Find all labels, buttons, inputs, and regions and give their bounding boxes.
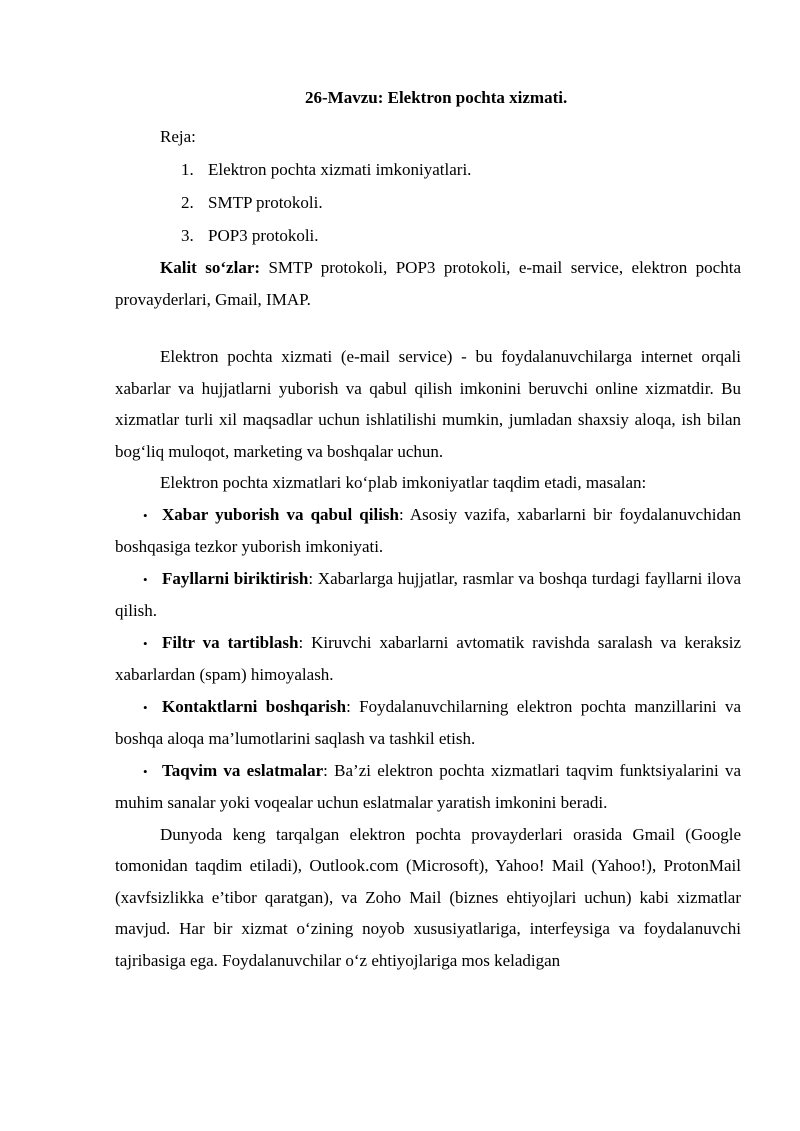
keywords-label: Kalit so‘zlar: xyxy=(160,258,261,277)
keywords-text: SMTP protokoli, POP3 protokoli, e-mail service, elektron pochta provayderlari, Gmail, IMAP. xyxy=(115,258,741,309)
bullet-icon: • xyxy=(143,763,148,779)
feature-item xyxy=(115,563,741,627)
features-intro-paragraph: Elektron pochta xizmatlari ko‘plab imkoniyatlar taqdim etadi, masalan: xyxy=(160,473,647,492)
plan-list xyxy=(115,153,741,252)
plan-item xyxy=(115,219,741,252)
feature-item xyxy=(115,755,741,819)
page-title: 26-Mavzu: Elektron pochta xizmati. xyxy=(305,88,568,107)
plan-item-number: 3. xyxy=(181,226,194,245)
bullet-icon: • xyxy=(143,699,148,715)
intro-paragraph: Elektron pochta xizmati (e-mail service) - bu foydalanuvchilarga internet orqali xabarlar va hujjatlarni yuborish va qabul qilish imkonini beruvchi online xizmatdir. Bu xizmatlar turli xil maqsadlar uchun ishlatilishi mumkin, jumladan shaxsiy aloqa, ish bilan bog‘liq muloqot, marketing va boshqalar uchun. xyxy=(115,347,741,461)
feature-term: Xabar yuborish va qabul qilish xyxy=(162,504,399,524)
feature-description: : Foydalanuvchilarning elektron pochta manzillarini va boshqa aloqa ma’lumotlarini saqlash va tashkil etish. xyxy=(115,696,741,748)
plan-item-text: POP3 protokoli. xyxy=(208,226,319,245)
feature-item xyxy=(115,627,741,691)
page-content xyxy=(115,88,741,976)
plan-item-text: Elektron pochta xizmati imkoniyatlari. xyxy=(208,160,472,179)
feature-term: Fayllarni biriktirish xyxy=(162,568,309,588)
feature-item xyxy=(115,499,741,563)
feature-item xyxy=(115,691,741,755)
feature-description: : Kiruvchi xabarlarni avtomatik ravishda saralash va keraksiz xabarlardan (spam) himoyalash. xyxy=(115,632,741,684)
plan-item-text: SMTP protokoli. xyxy=(208,193,323,212)
features-list xyxy=(115,499,741,819)
bullet-icon: • xyxy=(143,507,148,523)
providers-paragraph: Dunyoda keng tarqalgan elektron pochta provayderlari orasida Gmail (Google tomonidan taqdim etiladi), Outlook.com (Microsoft), Yahoo! Mail (Yahoo!), ProtonMail (xavfsizlikka e’tibor qaratgan), va Zoho Mail (biznes ehtiyojlari uchun) kabi xizmatlar mavjud. Har bir xizmat o‘zining noyob xususiyatlariga, interfeysiga va foydalanuvchi tajribasiga ega. Foydalanuvchilar o‘z ehtiyojlariga mos keladigan xyxy=(115,824,741,970)
feature-term: Kontaktlarni boshqarish xyxy=(162,696,347,716)
plan-item-number: 1. xyxy=(181,160,194,179)
bullet-icon: • xyxy=(143,571,148,587)
plan-item-number: 2. xyxy=(181,193,194,212)
plan-item xyxy=(115,186,741,219)
feature-description: : Ba’zi elektron pochta xizmatlari taqvim funktsiyalarini va muhim sanalar yoki voqealar uchun eslatmalar yaratish imkonini beradi. xyxy=(115,760,741,812)
feature-description: : Xabarlarga hujjatlar, rasmlar va boshqa turdagi fayllarni ilova qilish. xyxy=(115,568,741,620)
feature-term: Filtr va tartiblash xyxy=(162,632,299,652)
feature-term: Taqvim va eslatmalar xyxy=(162,760,324,780)
feature-description: : Asosiy vazifa, xabarlarni bir foydalanuvchidan boshqasiga tezkor yuborish imkoniyati. xyxy=(115,504,741,556)
plan-label: Reja: xyxy=(160,127,196,146)
keywords-paragraph xyxy=(115,252,741,315)
bullet-icon: • xyxy=(143,635,148,651)
plan-item xyxy=(115,153,741,186)
